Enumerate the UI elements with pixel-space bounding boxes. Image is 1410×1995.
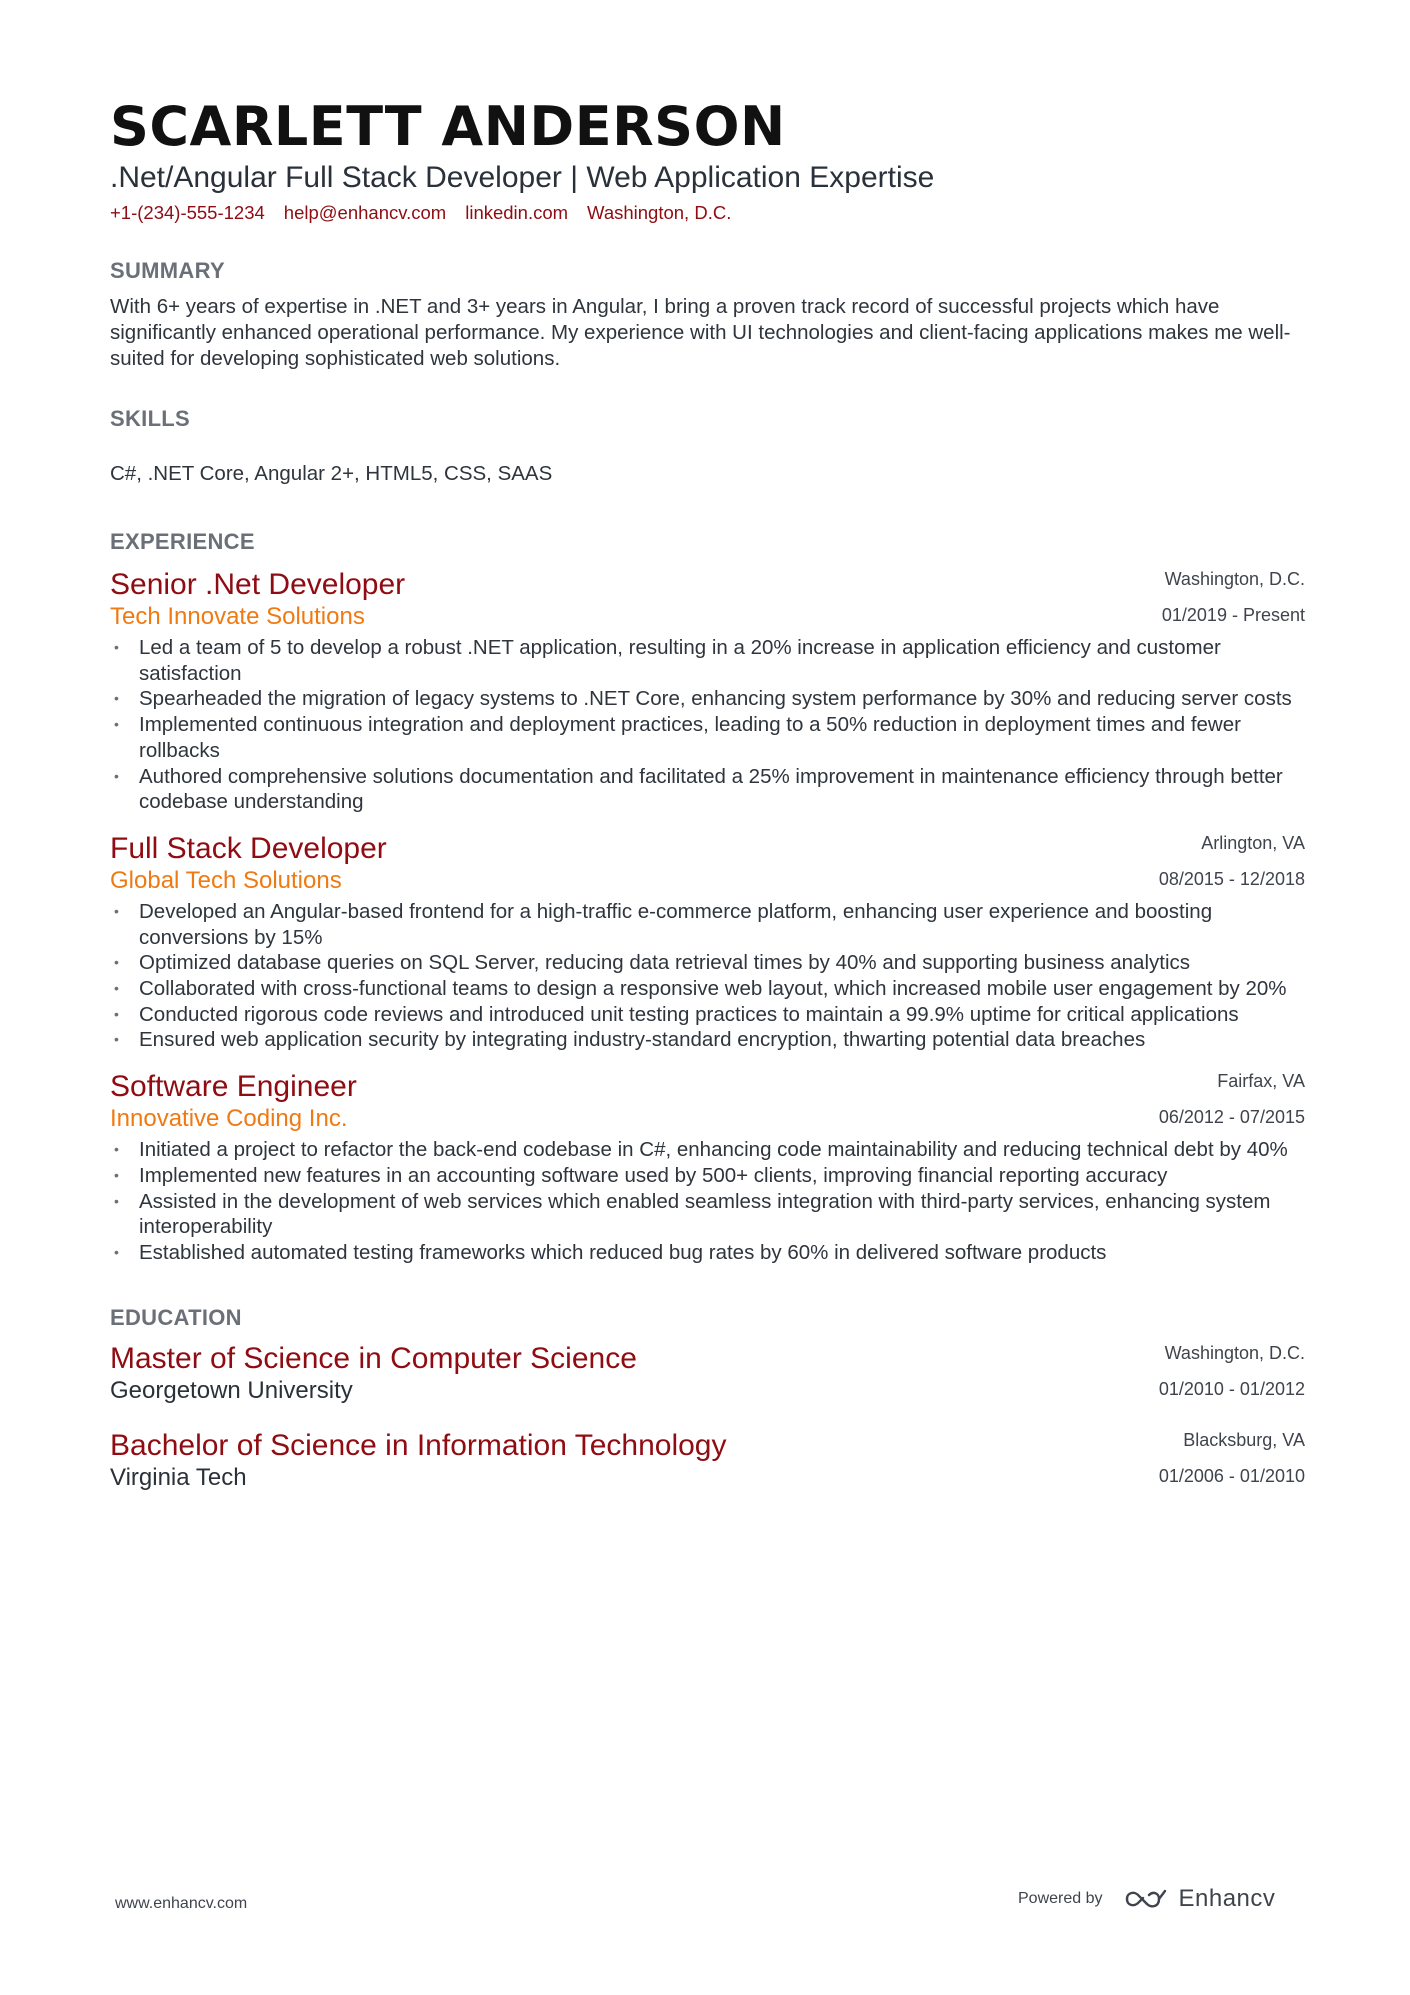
enhancv-brand-name: Enhancv: [1178, 1885, 1276, 1912]
bullet-item: • Ensured web application security by integrating industry-standard encryption, thwarting potential data breaches: [110, 1027, 1305, 1053]
bullet-item: • Optimized database queries on SQL Server, reducing data retrieval times by 40% and supporting business analytics: [110, 950, 1305, 976]
education-meta: [1159, 1341, 1305, 1401]
bullet-item: • Established automated testing frameworks which reduced bug rates by 60% in delivered software products: [110, 1240, 1305, 1266]
skills-section: [110, 405, 1305, 487]
education-entry: [110, 1341, 1305, 1406]
job-meta: [1162, 567, 1305, 627]
job-bullets: [110, 899, 1305, 1053]
summary-text: With 6+ years of expertise in .NET and 3+ years in Angular, I bring a proven track record of successful projects which have significantly enhanced operational performance. My experience with UI technologies and client-facing applications makes me well-suited for developing sophisticated web solutions.: [110, 295, 1291, 370]
job-meta: [1159, 831, 1305, 891]
bullet-item: • Implemented continuous integration and deployment practices, leading to a 50% reduction in deployment times and fewer rollbacks: [110, 712, 1305, 763]
education-section: [110, 1304, 1305, 1493]
job-entry: [110, 567, 1305, 815]
education-dates: 01/2006 - 01/2010: [1158, 1465, 1305, 1486]
candidate-name: SCARLETT ANDERSON: [110, 95, 786, 158]
enhancv-logo[interactable]: [1123, 1885, 1276, 1913]
job-dates: 06/2012 - 07/2015: [1158, 1107, 1305, 1128]
bullet-item: • Developed an Angular-based frontend for a high-traffic e-commerce platform, enhancing user experience and boosting conversions by 15%: [110, 899, 1305, 950]
job-dates: 08/2015 - 12/2018: [1158, 868, 1305, 889]
bullet-item: • Spearheaded the migration of legacy systems to .NET Core, enhancing system performance by 30% and reducing server costs: [110, 686, 1305, 712]
bullet-item: • Collaborated with cross-functional teams to design a responsive web layout, which increased mobile user engagement by 20%: [110, 976, 1305, 1002]
experience-title: EXPERIENCE: [110, 529, 255, 554]
education-dates: 01/2010 - 01/2012: [1158, 1378, 1305, 1399]
job-location: Washington, D.C.: [1164, 569, 1305, 589]
degree-title: Master of Science in Computer Science: [110, 1341, 637, 1375]
school-name: Virginia Tech: [110, 1463, 247, 1491]
bullet-item: • Led a team of 5 to develop a robust .NET application, resulting in a 20% increase in application efficiency and customer satisfaction: [110, 635, 1305, 686]
school-name: Georgetown University: [110, 1376, 353, 1404]
summary-section: [110, 257, 1305, 372]
education-meta: [1159, 1428, 1305, 1488]
job-location: Arlington, VA: [1201, 832, 1305, 853]
education-entry: [110, 1428, 1305, 1493]
job-company: Innovative Coding Inc.: [110, 1105, 348, 1133]
job-company: Tech Innovate Solutions: [110, 603, 365, 630]
powered-by-label: Powered by: [1018, 1890, 1103, 1907]
degree-title: Bachelor of Science in Information Technology: [110, 1428, 727, 1462]
job-title: Full Stack Developer: [110, 831, 387, 865]
education-title: EDUCATION: [110, 1304, 242, 1330]
footer-website[interactable]: www.enhancv.com: [115, 1895, 248, 1912]
job-entry: [110, 831, 1305, 1053]
contact-location: Washington, D.C.: [587, 202, 732, 223]
job-location: Fairfax, VA: [1217, 1071, 1305, 1092]
skills-title: SKILLS: [110, 406, 191, 431]
bullet-item: • Implemented new features in an accounting software used by 500+ clients, improving financial reporting accuracy: [110, 1163, 1305, 1189]
job-bullets: [110, 1137, 1305, 1266]
bullet-item: • Initiated a project to refactor the back-end codebase in C#, enhancing code maintainability and reducing technical debt by 40%: [110, 1137, 1305, 1163]
job-entry: [110, 1069, 1305, 1266]
job-title: Senior .Net Developer: [110, 568, 406, 601]
job-company: Global Tech Solutions: [110, 866, 342, 894]
education-location: Blacksburg, VA: [1183, 1429, 1305, 1450]
contact-email[interactable]: help@enhancv.com: [283, 202, 447, 223]
job-title: Software Engineer: [110, 1070, 357, 1104]
skills-text: C#, .NET Core, Angular 2+, HTML5, CSS, SAAS: [110, 462, 553, 485]
contact-phone[interactable]: +1-(234)-555-1234: [110, 202, 265, 223]
summary-title: SUMMARY: [110, 258, 225, 283]
bullet-item: • Conducted rigorous code reviews and introduced unit testing practices to maintain a 99.9% uptime for critical applications: [110, 1002, 1305, 1028]
experience-section: [110, 528, 1305, 1266]
bullet-item: • Authored comprehensive solutions documentation and facilitated a 25% improvement in maintenance efficiency through better codebase understanding: [110, 764, 1305, 815]
headline: .Net/Angular Full Stack Developer | Web Application Expertise: [110, 161, 935, 194]
enhancv-logo-icon: [1123, 1887, 1169, 1911]
contact-linkedin[interactable]: linkedin.com: [465, 202, 569, 223]
bullet-item: • Assisted in the development of web services which enabled seamless integration with third-party services, enhancing system interoperability: [110, 1189, 1305, 1240]
job-bullets: [110, 635, 1305, 815]
contact-row: [110, 201, 1305, 225]
education-location: Washington, D.C.: [1164, 1342, 1305, 1363]
job-meta: [1159, 1069, 1305, 1129]
resume-page: [110, 95, 1305, 1493]
footer-branding: [1018, 1885, 1275, 1913]
job-dates: 01/2019 - Present: [1161, 605, 1305, 625]
